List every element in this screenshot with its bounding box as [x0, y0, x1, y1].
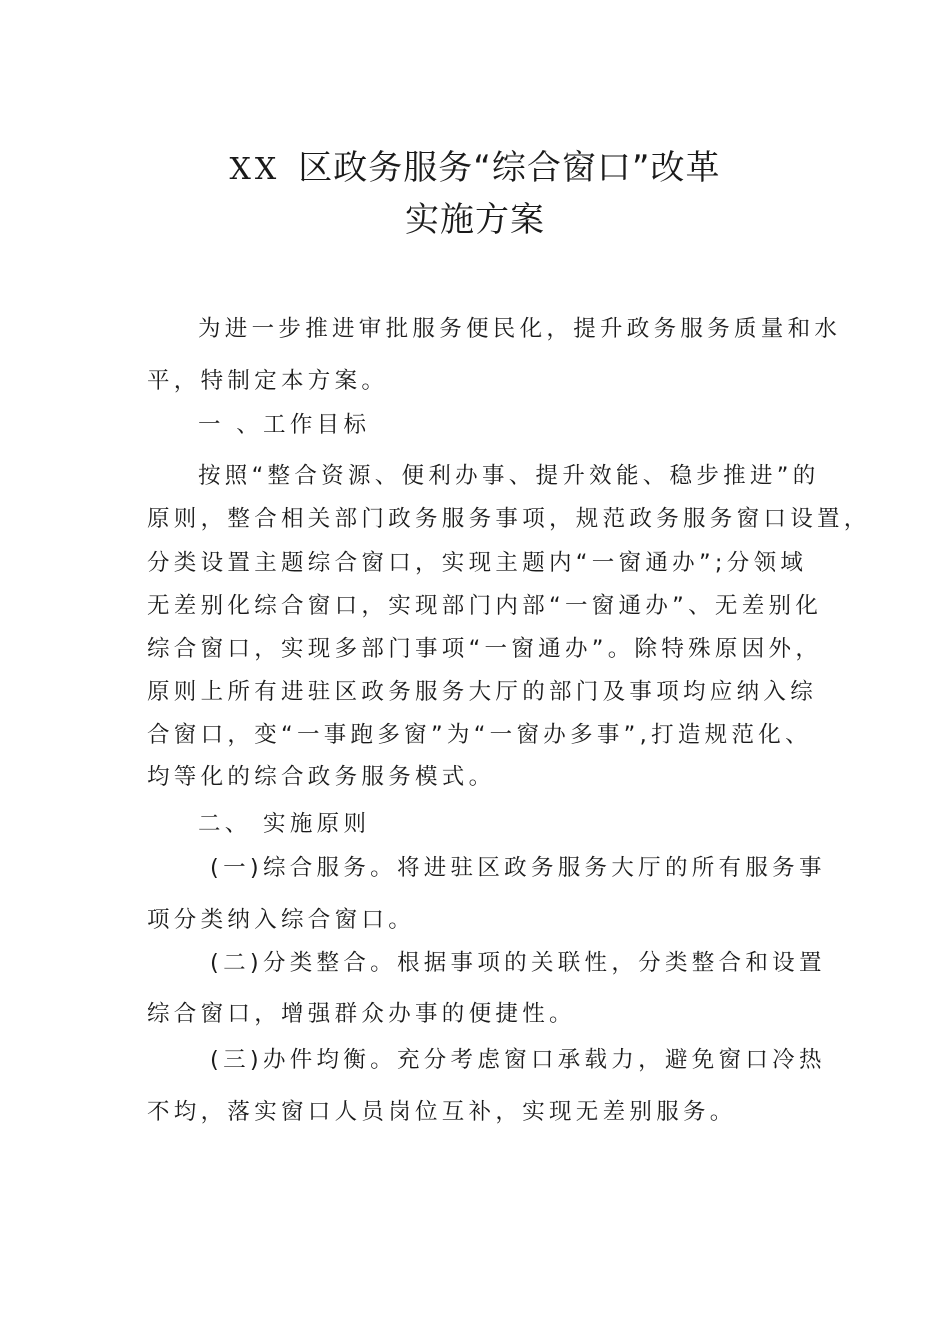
section-heading: 一 、工作目标 — [198, 412, 371, 438]
section-heading: 二、 实施原则 — [198, 811, 371, 837]
title-prefix: XX — [229, 152, 281, 187]
document-title — [0, 140, 950, 189]
paragraph-line: 平，特制定本方案。 — [147, 368, 389, 394]
paragraph-line: (二)分类整合。根据事项的关联性，分类整合和设置 — [210, 950, 826, 976]
paragraph-line: 分类设置主题综合窗口，实现主题内“一窗通办”;分领域 — [147, 550, 808, 576]
document-subtitle: 实施方案 — [405, 200, 545, 240]
paragraph-line: 项分类纳入综合窗口。 — [147, 907, 416, 933]
paragraph-line: 合窗口，变“一事跑多窗”为“一窗办多事”,打造规范化、 — [147, 722, 812, 748]
paragraph-line: 按照“整合资源、便利办事、提升效能、稳步推进”的 — [198, 463, 820, 489]
paragraph-line: 为进一步推进审批服务便民化，提升政务服务质量和水 — [198, 316, 842, 342]
paragraph-line: 原则，整合相关部门政务服务事项，规范政务服务窗口设置， — [147, 506, 871, 532]
paragraph-line: (三)办件均衡。充分考虑窗口承载力，避免窗口冷热 — [210, 1047, 826, 1073]
paragraph-line: (一)综合服务。将进驻区政务服务大厅的所有服务事 — [210, 855, 826, 881]
paragraph-line: 综合窗口，实现多部门事项“一窗通办”。除特殊原因外， — [147, 636, 823, 662]
paragraph-line: 综合窗口，增强群众办事的便捷性。 — [147, 1001, 576, 1027]
paragraph-line: 均等化的综合政务服务模式。 — [147, 764, 496, 790]
title-line-1: 区政务服务“综合窗口”改革 — [298, 148, 721, 188]
paragraph-line: 原则上所有进驻区政务服务大厅的部门及事项均应纳入综 — [147, 679, 818, 705]
paragraph-line: 不均，落实窗口人员岗位互补，实现无差别服务。 — [147, 1099, 737, 1125]
paragraph-line: 无差别化综合窗口，实现部门内部“一窗通办”、无差别化 — [147, 593, 823, 619]
